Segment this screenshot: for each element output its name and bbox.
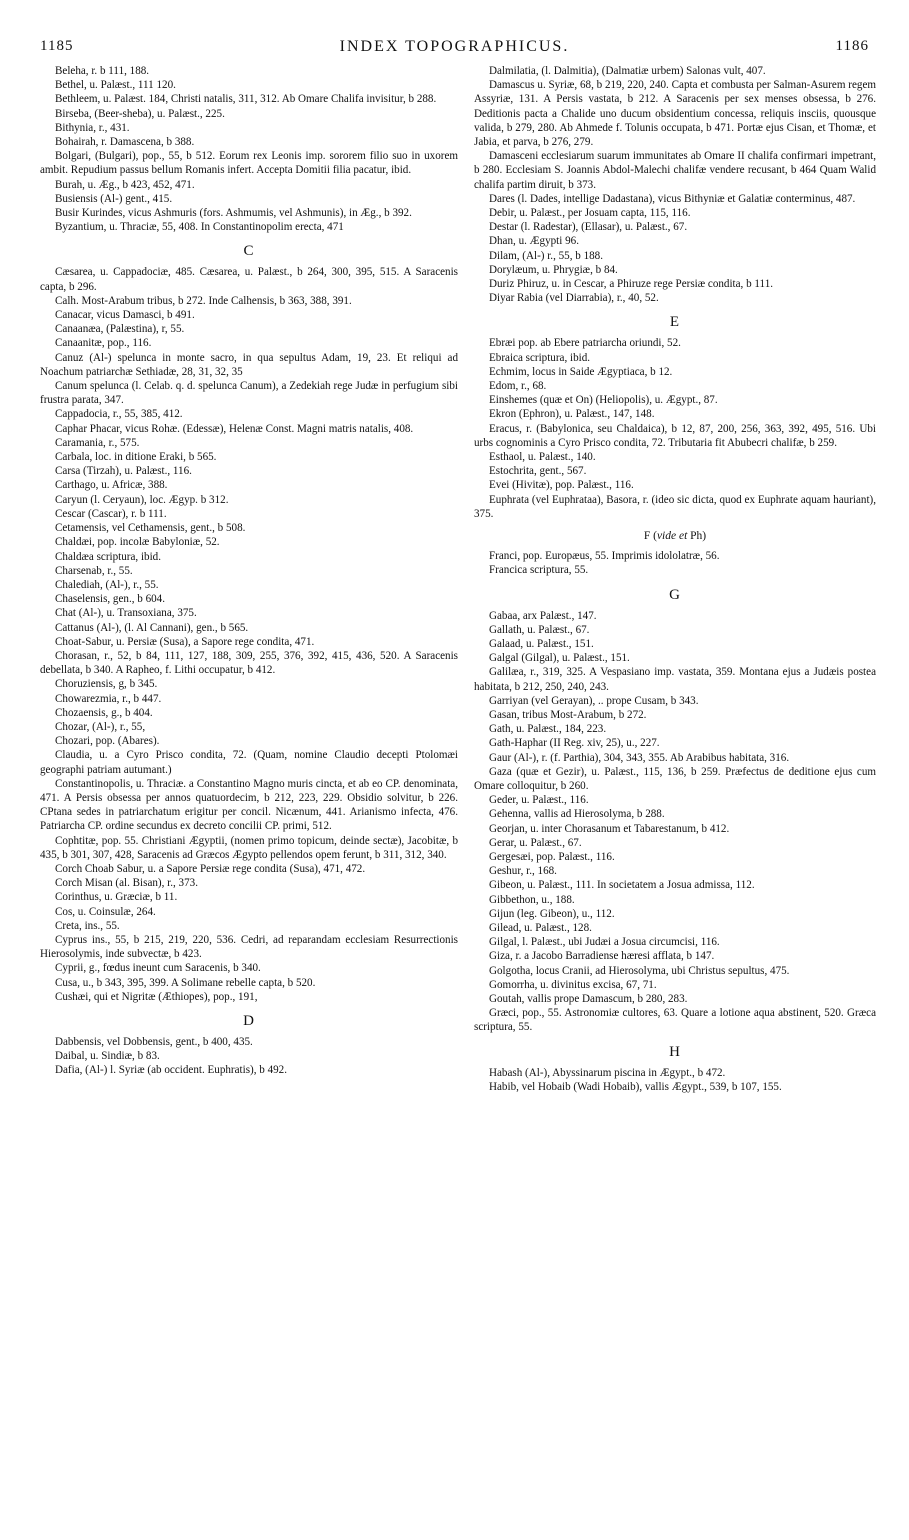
index-entry: Giza, r. a Jacobo Barradiense hæresi afflata, b 147.	[489, 950, 715, 963]
index-entry: Galgal (Gilgal), u. Palæst., 151.	[489, 652, 630, 665]
index-entry: Daibal, u. Sindiæ, b 83.	[55, 1050, 160, 1063]
page-title: INDEX TOPOGRAPHICUS.	[339, 38, 570, 55]
section-letter: E	[669, 314, 681, 331]
section-letter: C	[243, 243, 255, 260]
index-entry: Gomorrha, u. divinitus excisa, 67, 71.	[489, 978, 657, 991]
index-entry: Corch Choab Sabur, u. a Sapore Persiæ rege condita (Susa), 471, 472.	[55, 862, 366, 875]
index-entry: Gergesæi, pop. Palæst., 116.	[489, 850, 615, 863]
index-entry: Chowarezmia, r., b 447.	[55, 692, 162, 705]
index-entry: Cyprus ins., 55, b 215, 219, 220, 536. Cedri, ad reparandam ecclesiam Resurrectionis Hierosolymis, inde subvectæ, b 423.	[40, 933, 458, 961]
section-heading-italic: vide et	[656, 530, 688, 543]
index-entry: Chaselensis, gen., b 604.	[55, 593, 166, 606]
index-entry: Chaldæa scriptura, ibid.	[55, 550, 161, 563]
index-entry: Charsenab, r., 55.	[55, 564, 133, 577]
index-entry: Esthaol, u. Palæst., 140.	[489, 451, 596, 464]
index-entry: Geder, u. Palæst., 116.	[489, 794, 589, 807]
index-entry: Beleha, r. b 111, 188.	[55, 65, 150, 77]
index-entry: Gilead, u. Palæst., 128.	[489, 921, 592, 934]
index-entry: Canaanæa, (Palæstina), r, 55.	[55, 323, 185, 336]
index-entry: Damasceni ecclesiarum suarum immunitates ab Omare II chalifa confirmari impetrant, b 280. Ecclesiam S. Joannis Abdol-Malechi chalifæ vendere recusant, b 464 Quam Walid chalifa partim diruit, b 373.	[474, 150, 876, 191]
index-entry: Euphrata (vel Euphrataa), Basora, r. (ideo sic dicta, quod ex Euphrate aquam hauriant), 375.	[474, 493, 876, 520]
index-entry: Chat (Al-), u. Transoxiana, 375.	[55, 607, 197, 620]
index-entry: Choat-Sabur, u. Persiæ (Susa), a Sapore rege condita, 471.	[55, 635, 315, 648]
index-entry: Habash (Al-), Abyssinarum piscina in Ægypt., b 472.	[489, 1066, 726, 1079]
index-entry: Canuz (Al-) spelunca in monte sacro, in qua sepultus Adam, 19, 23. Et reliqui ad Noachum patriarchæ Sethiadæ, 28, 31, 32, 35	[40, 351, 458, 378]
index-entry: Echmim, locus in Saide Ægyptiaca, b 12.	[489, 365, 673, 378]
index-entry: Dhan, u. Ægypti 96.	[489, 235, 579, 248]
index-entry: Cescar (Cascar), r. b 111.	[55, 507, 167, 520]
index-entry: Bethleem, u. Palæst. 184, Christi natalis, 311, 312. Ab Omare Chalifa invisitur, b 288.	[55, 93, 437, 106]
right-column	[474, 64, 876, 1094]
index-entry: Chalediah, (Al-), r., 55.	[55, 578, 159, 591]
index-entry: Estochrita, gent., 567.	[489, 465, 587, 478]
index-entry: Georjan, u. inter Chorasanum et Tabarestanum, b 412.	[489, 822, 730, 835]
index-entry: Goutah, vallis prope Damascum, b 280, 283.	[489, 992, 688, 1005]
index-entry: Ekron (Ephron), u. Palæst., 147, 148.	[489, 408, 655, 421]
index-entry: Bethel, u. Palæst., 111 120.	[55, 79, 176, 92]
index-entry: Cattanus (Al-), (l. Al Cannani), gen., b 565.	[55, 621, 249, 634]
index-entry: Chozaensis, g., b 404.	[55, 706, 153, 719]
index-entry: Geshur, r., 168.	[489, 865, 557, 878]
index-entry: Edom, r., 68.	[489, 380, 547, 393]
index-entry: Byzantium, u. Thraciæ, 55, 408. In Constantinopolim erecta, 471	[55, 221, 344, 234]
index-entry: Burah, u. Æg., b 423, 452, 471.	[55, 178, 195, 191]
page-number-right: 1186	[835, 38, 869, 54]
index-entry: Canacar, vicus Damasci, b 491.	[55, 309, 195, 322]
index-entry: Busir Kurindes, vicus Ashmuris (fors. Ashmumis, vel Ashmunis), in Æg., b 392.	[55, 207, 412, 220]
section-heading	[474, 529, 876, 543]
index-entry: Caramania, r., 575.	[55, 436, 140, 449]
page-number-left: 1185	[40, 38, 74, 54]
index-entry: Chorasan, r., 52, b 84, 111, 127, 188, 309, 255, 376, 392, 415, 436, 520. A Saracenis debellata, b 340. A Rapheo, f. Lithi occupatur, b 412.	[40, 649, 458, 677]
index-entry: Gerar, u. Palæst., 67.	[489, 836, 582, 849]
index-entry: Einshemes (quæ et On) (Heliopolis), u. Ægypt., 87.	[489, 394, 718, 407]
index-entry: Corinthus, u. Græciæ, b 11.	[55, 891, 178, 904]
index-entry: Caphar Phacar, vicus Rohæ. (Edessæ), Helenæ Const. Magni matris natalis, 408.	[55, 422, 414, 435]
index-entry: Claudia, u. a Cyro Prisco condita, 72. (Quam, nomine Claudio decepti Ptolomæi geographi patriam autumant.)	[40, 749, 458, 776]
index-entry: Duriz Phiruz, u. in Cescar, a Phiruze rege Persiæ condita, b 111.	[489, 278, 774, 291]
index-entry: Dafia, (Al-) l. Syriæ (ab occident. Euphratis), b 492.	[55, 1064, 287, 1077]
index-entry: Canum spelunca (l. Celab. q. d. spelunca Canum), a Zedekiah rege Judæ in perfugium sibi frustra parata, 347.	[40, 380, 458, 407]
index-entry: Chozari, pop. (Abares).	[55, 735, 160, 748]
index-entry: Gaza (quæ et Gezir), u. Palæst., 115, 136, b 259. Præfectus de deditione ejus cum Omare colloquitur, b 260.	[474, 765, 876, 792]
index-entry: Chaldæi, pop. incolæ Babyloniæ, 52.	[55, 536, 220, 549]
index-entry: Creta, ins., 55.	[55, 919, 120, 932]
index-entry: Garriyan (vel Gerayan), .. prope Cusam, b 343.	[489, 694, 699, 707]
index-entry: Damascus u. Syriæ, 68, b 219, 220, 240. Capta et combusta per Salman-Asurem regem Assyriæ, 131. A Persis vastata, b 212. A Saracenis per sex menses obsessa, b 276. Deditionis pacta a Chalide uno ducum obsidentium concessa, reliquis insciis, quousque valida, b 279, 280. Ab Ahmede f. Tolunis occupata, b 471. Portæ ejus Cisan, et Thomæ, et Jabia, et parva, b 276, 279.	[474, 79, 876, 149]
index-entry: Diyar Rabia (vel Diarrabia), r., 40, 52.	[489, 292, 659, 305]
index-entry: Gilgal, l. Palæst., ubi Judæi a Josua circumcisi, 116.	[489, 936, 720, 949]
index-entry: Busiensis (Al-) gent., 415.	[55, 192, 173, 205]
index-entry: Bithynia, r., 431.	[55, 121, 130, 134]
index-entry: Gasan, tribus Most-Arabum, b 272.	[489, 708, 647, 721]
index-entry: Bolgari, (Bulgari), pop., 55, b 512. Eorum rex Leonis imp. sororem filio suo in uxorem ambit. Repudium passus bellum Romanis infert. Accepta Domitii filia pacatur, ibid.	[40, 150, 458, 177]
index-entry: Golgotha, locus Cranii, ad Hierosolyma, ubi Christus sepultus, 475.	[489, 964, 790, 977]
index-entry: Dilam, (Al-) r., 55, b 188.	[489, 249, 604, 262]
index-entry: Evei (Hivitæ), pop. Palæst., 116.	[489, 479, 634, 492]
section-letter: H	[669, 1043, 681, 1060]
index-entry: Galaad, u. Palæst., 151.	[489, 637, 594, 650]
index-entry: Dorylæum, u. Phrygiæ, b 84.	[489, 263, 618, 276]
index-entry: Carsa (Tirzah), u. Palæst., 116.	[55, 465, 192, 478]
index-entry: Cæsarea, u. Cappadociæ, 485. Cæsarea, u. Palæst., b 264, 300, 395, 515. A Saracenis capta, b 296.	[40, 266, 458, 293]
index-entry: Ebraica scriptura, ibid.	[489, 351, 591, 364]
index-entry: Dares (l. Dades, intellige Dadastana), vicus Bithyniæ et Galatiæ conterminus, 487.	[489, 192, 856, 205]
index-entry: Corch Misan (al. Bisan), r., 373.	[55, 877, 198, 890]
section-letter: G	[669, 586, 681, 603]
index-entry: Gehenna, vallis ad Hierosolyma, b 288.	[489, 808, 665, 821]
index-entry: Carbala, loc. in ditione Eraki, b 565.	[55, 451, 217, 464]
index-entry: Cappadocia, r., 55, 385, 412.	[55, 408, 183, 421]
index-entry: Cophtitæ, pop. 55. Christiani Ægyptii, (nomen primo topicum, deinde sectæ), Jacobitæ, b 435, b 301, 307, 428, Saracenis ad Græcos Ægypto pellendos opem ferunt, b 311, 312, 340.	[40, 834, 458, 861]
index-entry: Bohairah, r. Damascena, b 388.	[55, 136, 195, 149]
index-entry: Græci, pop., 55. Astronomiæ cultores, 63. Quare a lotione aqua abstinent, 520. Græca scriptura, 55.	[474, 1007, 876, 1034]
index-entry: Cyprii, g., fœdus ineunt cum Saracenis, b 340.	[55, 962, 261, 975]
index-entry: Dabbensis, vel Dobbensis, gent., b 400, 435.	[55, 1036, 253, 1048]
index-entry: Dalmilatia, (l. Dalmitia), (Dalmatiæ urbem) Salonas vult, 407.	[489, 65, 766, 77]
index-entry: Francica scriptura, 55.	[489, 564, 589, 577]
index-entry: Cusa, u., b 343, 395, 399. A Solimane rebelle capta, b 520.	[55, 976, 316, 989]
index-entry: Constantinopolis, u. Thraciæ. a Constantino Magno muris cincta, et ab eo CP. denominata, 471. A Persis obsessa per annos quatuordecim, b 212, 223, 229. Obsidio solvitur, b 226. CPtana sedes in patriarchatum erigitur per concil. Nicænum, 441. Arianismo infecta, 476. Patriarcha CP. ordine secundus ex decreto concilii CP. primi, 512.	[40, 777, 458, 833]
index-entry: Gijun (leg. Gibeon), u., 112.	[489, 907, 615, 920]
index-entry: Canaanitæ, pop., 116.	[55, 337, 152, 350]
index-entry: Galilæa, r., 319, 325. A Vespasiano imp. vastata, 359. Montana ejus a Judæis postea habitata, b 212, 250, 240, 243.	[474, 666, 876, 693]
index-entry: Carthago, u. Africæ, 388.	[55, 479, 168, 492]
index-entry: Gaur (Al-), r. (f. Parthia), 304, 343, 355. Ab Arabibus habitata, 316.	[489, 751, 790, 764]
page-header	[40, 38, 869, 60]
index-entry: Ebræi pop. ab Ebere patriarcha oriundi, 52.	[489, 337, 681, 350]
index-entry: Debir, u. Palæst., per Josuam capta, 115, 116.	[489, 207, 691, 220]
index-entry: Gibbethon, u., 188.	[489, 893, 575, 906]
index-entry: Gath, u. Palæst., 184, 223.	[489, 723, 607, 736]
index-entry: Calh. Most-Arabum tribus, b 272. Inde Calhensis, b 363, 388, 391.	[55, 294, 352, 307]
index-entry: Cushæi, qui et Nigritæ (Æthiopes), pop., 191,	[55, 990, 258, 1003]
index-entry: Caryun (l. Ceryaun), loc. Ægyp. b 312.	[55, 493, 229, 506]
index-entry: Destar (l. Radestar), (Ellasar), u. Palæst., 67.	[489, 221, 688, 234]
index-entry: Gabaa, arx Palæst., 147.	[489, 609, 597, 622]
section-heading-suffix: Ph)	[687, 530, 707, 543]
index-entry: Choruziensis, g, b 345.	[55, 678, 158, 691]
index-entry: Habib, vel Hobaib (Wadi Hobaib), vallis Ægypt., 539, b 107, 155.	[489, 1080, 782, 1093]
index-entry: Cos, u. Coinsulæ, 264.	[55, 905, 156, 918]
index-entry: Birseba, (Beer-sheba), u. Palæst., 225.	[55, 107, 225, 120]
index-entry: Gath-Haphar (II Reg. xiv, 25), u., 227.	[489, 737, 660, 750]
section-letter: D	[243, 1013, 255, 1029]
index-entry: Gibeon, u. Palæst., 111. In societatem a Josua admissa, 112.	[489, 879, 755, 892]
index-entry: Chozar, (Al-), r., 55,	[55, 720, 146, 733]
left-column	[40, 64, 458, 1078]
index-entry: Gallath, u. Palæst., 67.	[489, 623, 590, 636]
index-entry: Eracus, r. (Babylonica, seu Chaldaica), b 12, 87, 200, 256, 363, 392, 495, 516. Ubi urbs cognominis a Cyro Prisco condita, 72. Tributaria fit Abubecri chalifæ, b 259.	[474, 422, 876, 449]
section-heading-prefix: F (	[643, 530, 657, 543]
index-entry: Cetamensis, vel Cethamensis, gent., b 508.	[55, 522, 246, 535]
index-entry: Franci, pop. Europæus, 55. Imprimis idololatræ, 56.	[489, 550, 720, 563]
